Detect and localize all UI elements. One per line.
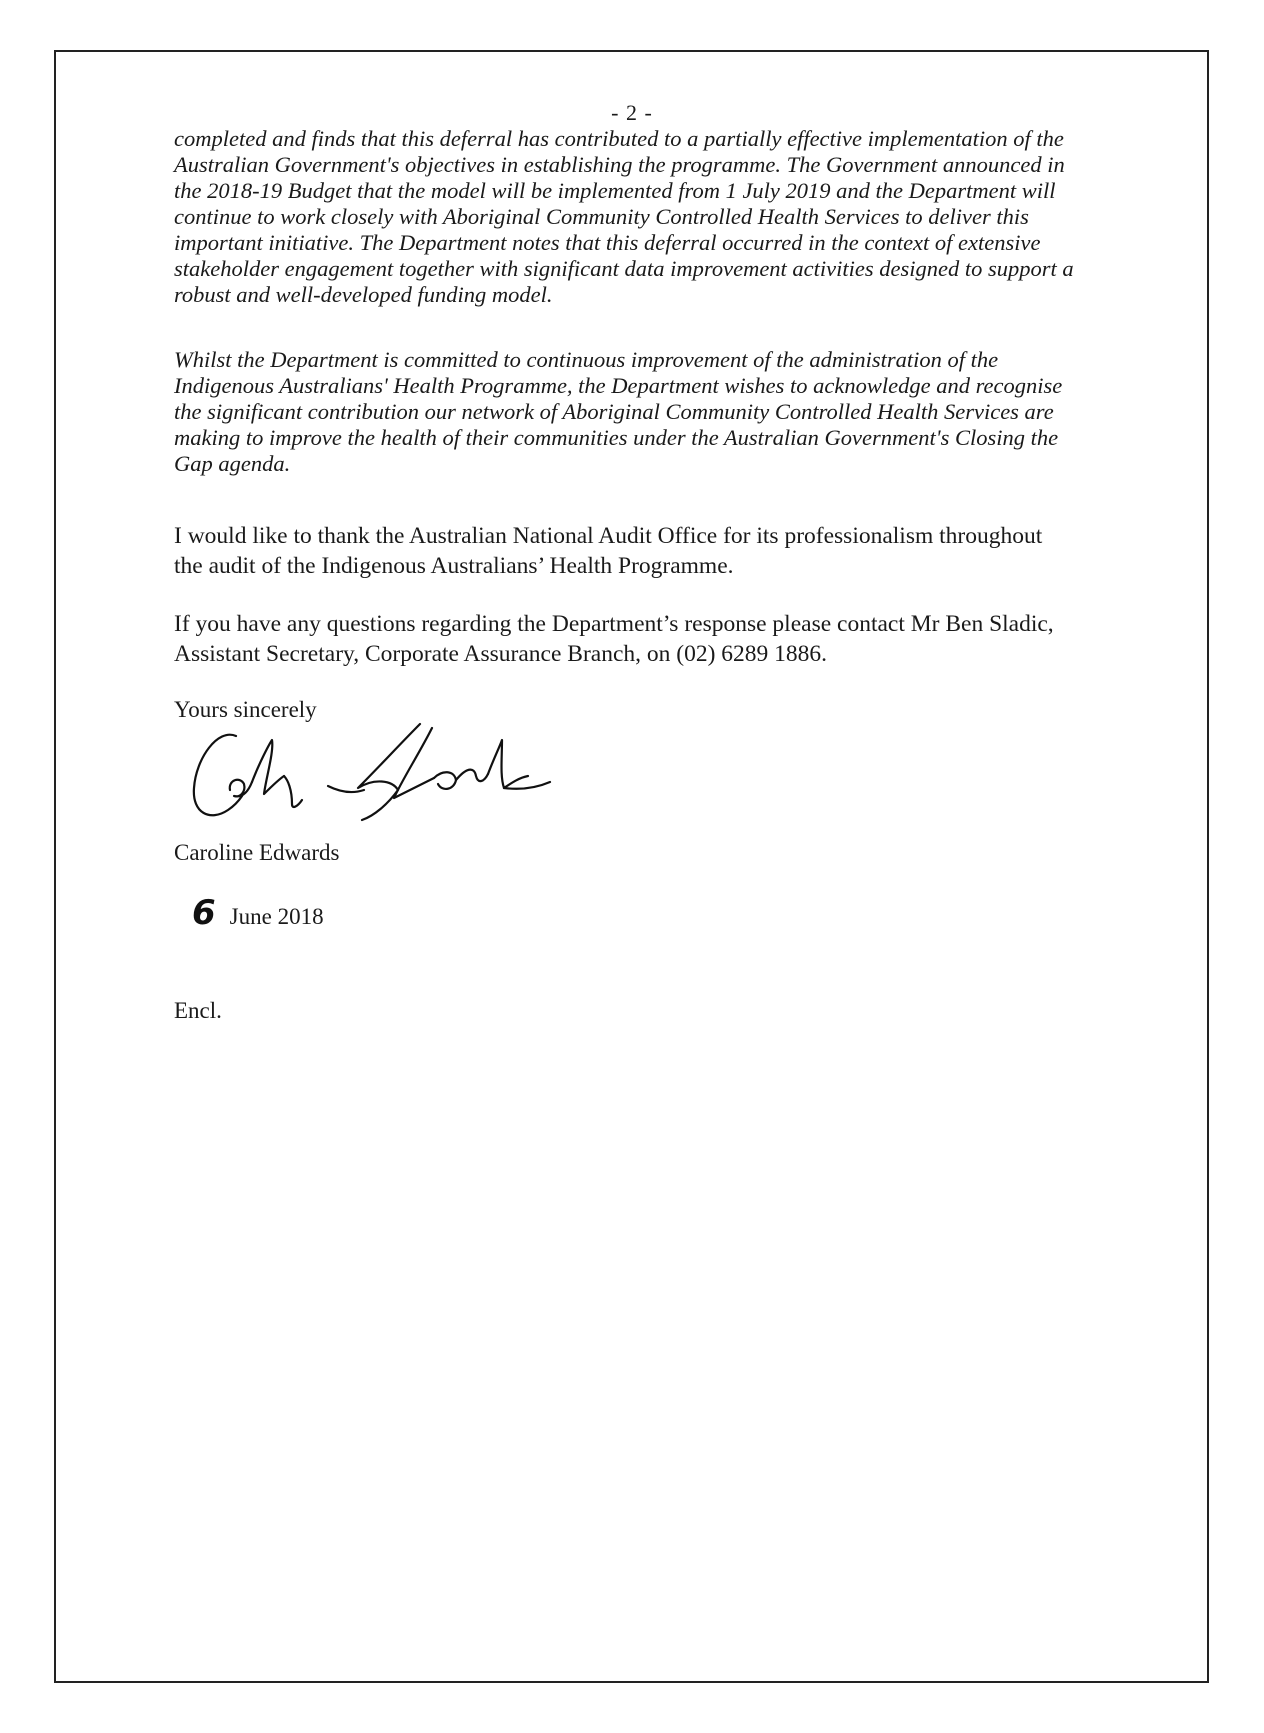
paragraph-contact: If you have any questions regarding the Department’s response please contact Mr Ben Sladic, Assistant Secretary, Corporate Assurance Branch, on (02) 6289 1886. [174, 611, 1054, 667]
signature-date [192, 893, 324, 933]
closing-salutation: Yours sincerely [174, 697, 317, 722]
paragraph-acknowledgement: Whilst the Department is committed to continuous improvement of the administration of the Indigenous Australians' Health Programme, the Department wishes to acknowledge and recognise the significant contribution our network of Aboriginal Community Controlled Health Services are making to improve the health of their communities under the Australian Government's Closing the Gap agenda. [174, 347, 1063, 476]
date-month-year: June 2018 [229, 904, 324, 929]
page-number: - 2 - [611, 100, 653, 125]
handwritten-date-day: 6 [192, 893, 216, 933]
paragraph-funding-model: completed and finds that this deferral has contributed to a partially effective implementation of the Australian Government's objectives in establishing the programme. The Government announced in the 2018-19 Budget that the model will be implemented from 1 July 2019 and the Department will continue to work closely with Aboriginal Community Controlled Health Services to deliver this important initiative. The Department notes that this deferral occurred in the context of extensive stakeholder engagement together with significant data improvement activities designed to support a robust and well-developed funding model. [174, 126, 1074, 307]
handwritten-signature [188, 718, 568, 828]
signer-name: Caroline Edwards [174, 840, 340, 865]
enclosure-note: Encl. [174, 998, 222, 1023]
paragraph-thanks: I would like to thank the Australian National Audit Office for its professionalism throughout the audit of the Indigenous Australians’ Health Programme. [174, 523, 1043, 579]
